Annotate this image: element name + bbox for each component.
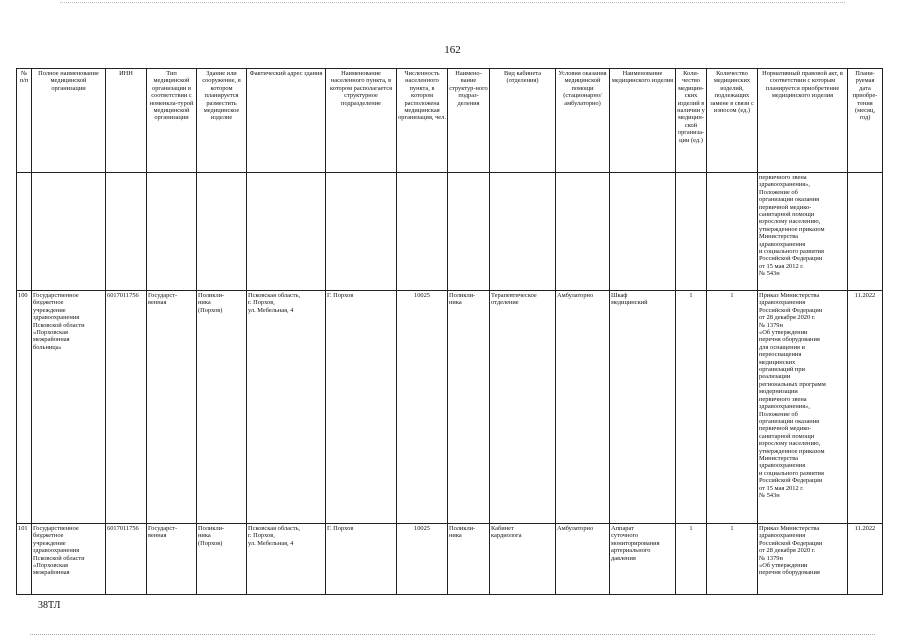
- inn-cell: 6017011756: [106, 524, 147, 595]
- medical-equipment-table: [16, 68, 883, 595]
- table-row-continuation: [17, 173, 883, 291]
- purchase-date-cell: 11.2022: [848, 524, 883, 595]
- header-cell: Нормативный правовой акт, в соответствии с которым планируется приобретение медицинского изделия: [758, 69, 848, 173]
- org-name-cell: Государственное бюджетное учреждение здравоохранения Псковской области «Порховская межрайонная больница»: [32, 291, 106, 524]
- table-header-row: [17, 69, 883, 173]
- scan-artifact-top: [60, 2, 845, 3]
- qty-have-cell: 1: [676, 524, 707, 595]
- device-cell: Аппарат суточного мониторирования артериального давления: [610, 524, 676, 595]
- building-cell: Поликли- ника (Порхов): [197, 524, 247, 595]
- header-cell: Коли-чество медицин-ских изделий в наличии у медицин-ской организа-ции (ед.): [676, 69, 707, 173]
- header-cell: Наименование населенного пункта, в котором располагается структурное подразделение: [326, 69, 397, 173]
- org-type-cell: Государст- венная: [147, 524, 197, 595]
- org-type-cell: Государст- венная: [147, 291, 197, 524]
- address-cell: Псковская область, г. Порхов, ул. Мебельная, 4: [247, 291, 326, 524]
- subdivision-cell: Поликли- ника: [448, 524, 490, 595]
- subdivision-cell: Поликли- ника: [448, 291, 490, 524]
- population-cell: 10025: [397, 291, 448, 524]
- scan-artifact-bottom: [30, 634, 875, 635]
- normative-act-cell: Приказ Министерства здравоохранения Российской Федерации от 28 декабря 2020 г. № 1379н «Об утверждении перечня оборудования: [758, 524, 848, 595]
- normative-act-cell: Приказ Министерства здравоохранения Российской Федерации от 28 декабря 2020 г. № 1379н «Об утверждении перечня оборудования для оснащения и переоснащения медицинских организаций при реализации региональных программ модернизации первичного звена здравоохранения», Положение об организации оказания первичной медико- санитарной помощи взрослому населению, утвержденное приказом Министерства здравоохранения и социального развития Российской Федерации от 15 мая 2012 г. № 543н: [758, 291, 848, 524]
- header-cell: Численность населенного пункта, в котором расположена медицинская организация, чел.: [397, 69, 448, 173]
- header-cell: Вид кабинета (отделения): [490, 69, 556, 173]
- qty-have-cell: 1: [676, 291, 707, 524]
- table-row: [17, 524, 883, 595]
- header-cell: Условия оказания медицинской помощи (стационарно/ амбулаторно): [556, 69, 610, 173]
- address-cell: Псковская область, г. Порхов, ул. Мебельная, 4: [247, 524, 326, 595]
- conditions-cell: Амбулаторно: [556, 291, 610, 524]
- row-number: 101: [17, 524, 32, 595]
- inn-cell: 6017011756: [106, 291, 147, 524]
- page-number: 162: [444, 44, 461, 56]
- normative-act-cell: первичного звена здравоохранения», Положение об организации оказания первичной медико- санитарной помощи взрослому населению, утвержденное приказом Министерства здравоохранения и социального развития Российской Федерации от 15 мая 2012 г. № 543н: [758, 173, 848, 291]
- header-cell: Полное наименование медицинской организации: [32, 69, 106, 173]
- header-cell: Наименование медицинского изделия: [610, 69, 676, 173]
- qty-replace-cell: 1: [707, 524, 758, 595]
- conditions-cell: Амбулаторно: [556, 524, 610, 595]
- device-cell: Шкаф медицинский: [610, 291, 676, 524]
- document-stamp: 38ТЛ: [38, 600, 61, 611]
- org-name-cell: Государственное бюджетное учреждение здравоохранения Псковской области «Порховская межрайонная: [32, 524, 106, 595]
- header-cell: Количество медицинских изделий, подлежащих замене в связи с износом (ед.): [707, 69, 758, 173]
- locality-cell: Г. Порхов: [326, 524, 397, 595]
- header-cell: Наимено-вание структур-ного подраз-деления: [448, 69, 490, 173]
- qty-replace-cell: 1: [707, 291, 758, 524]
- locality-cell: Г. Порхов: [326, 291, 397, 524]
- header-cell: Тип медицинской организации в соответствии с номенкла-турой медицинской организации: [147, 69, 197, 173]
- building-cell: Поликли- ника (Порхов): [197, 291, 247, 524]
- header-cell: Здание или сооружение, в котором планируется разместить медицинское изделие: [197, 69, 247, 173]
- table-row: [17, 291, 883, 524]
- cabinet-cell: Терапевтическое отделение: [490, 291, 556, 524]
- header-cell: Плани-руемая дата приобре-тения (месяц, год): [848, 69, 883, 173]
- row-number: 100: [17, 291, 32, 524]
- population-cell: 10025: [397, 524, 448, 595]
- header-cell: ИНН: [106, 69, 147, 173]
- purchase-date-cell: 11.2022: [848, 291, 883, 524]
- header-cell: № п/п: [17, 69, 32, 173]
- cabinet-cell: Кабинет кардиолога: [490, 524, 556, 595]
- header-cell: Фактический адрес здания: [247, 69, 326, 173]
